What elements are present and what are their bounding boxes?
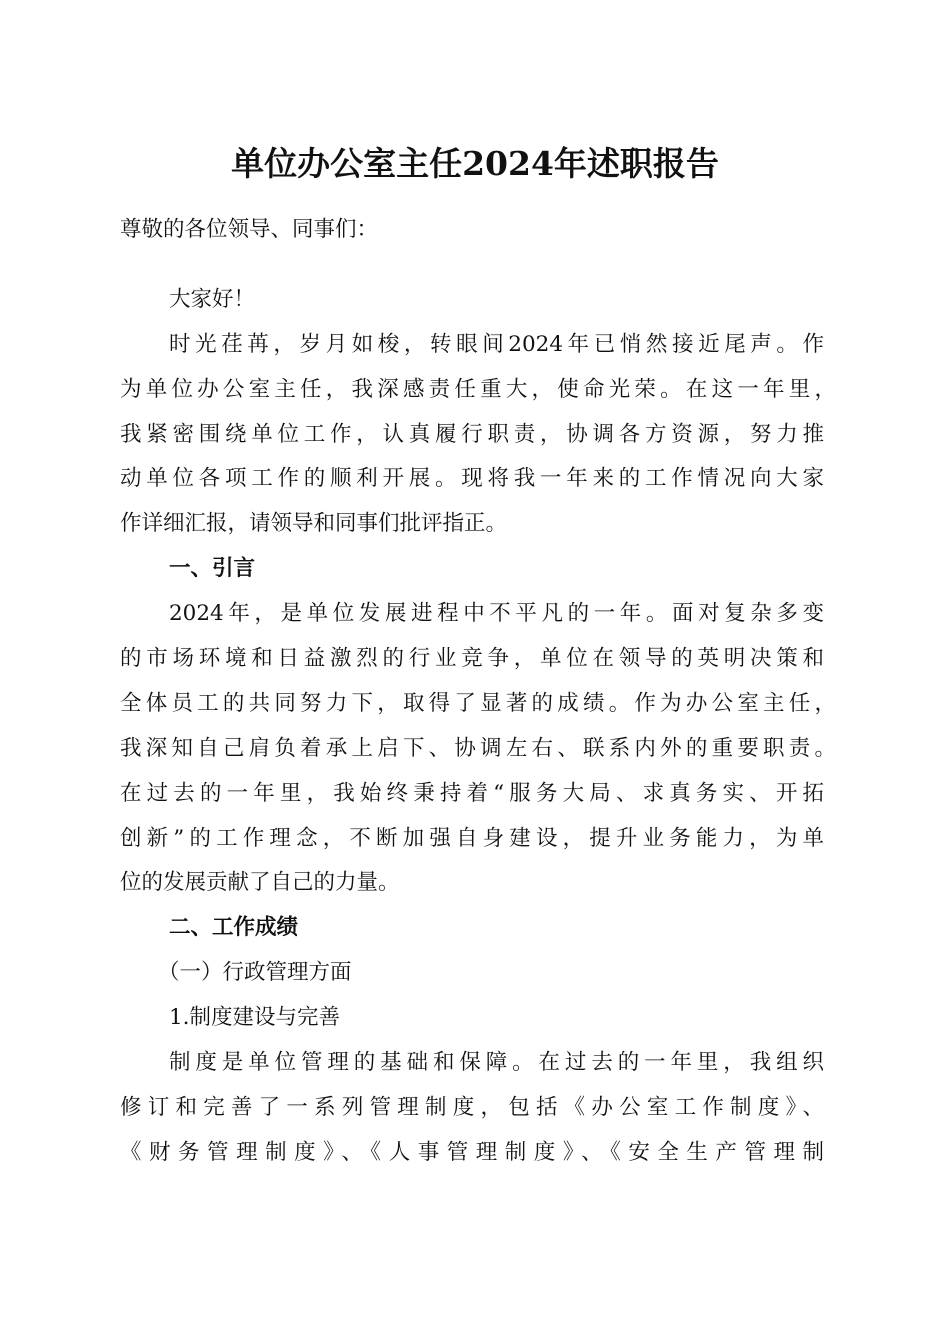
paragraph-line: 时光荏苒，岁月如梭，转眼间2024年已悄然接近尾声。作 <box>169 331 824 357</box>
paragraph-line: 修订和完善了一系列管理制度，包括《办公室工作制度》、 <box>120 1094 824 1120</box>
greeting: 大家好！ <box>169 286 256 312</box>
paragraph-line: 《财务管理制度》、《人事管理制度》、《安全生产管理制 <box>120 1139 824 1165</box>
paragraph-line: 制度是单位管理的基础和保障。在过去的一年里，我组织 <box>169 1050 824 1076</box>
item-heading: 1.制度建设与完善 <box>169 1005 341 1031</box>
paragraph-line: 创新”的工作理念，不断加强自身建设，提升业务能力，为单 <box>120 825 824 851</box>
paragraph-line: 全体员工的共同努力下，取得了显著的成绩。作为办公室主任， <box>120 690 836 716</box>
paragraph-line: 动单位各项工作的顺利开展。现将我一年来的工作情况向大家 <box>120 466 824 492</box>
paragraph-line: 为单位办公室主任，我深感责任重大，使命光荣。在这一年里， <box>120 376 836 402</box>
section-heading: 二、工作成绩 <box>169 915 299 941</box>
document-title: 单位办公室主任2024年述职报告 <box>231 144 719 183</box>
paragraph-line: 2024年，是单位发展进程中不平凡的一年。面对复杂多变 <box>169 601 824 627</box>
paragraph-line: 作详细汇报，请领导和同事们批评指正。 <box>120 511 508 537</box>
document-body <box>120 208 836 1176</box>
paragraph-line: 的市场环境和日益激烈的行业竞争，单位在领导的英明决策和 <box>120 646 824 672</box>
paragraph-line: 位的发展贡献了自己的力量。 <box>120 870 400 896</box>
paragraph-line: 我紧密围绕单位工作，认真履行职责，协调各方资源，努力推 <box>120 421 824 447</box>
subsection-heading: （一）行政管理方面 <box>158 960 352 986</box>
paragraph-line: 我深知自己肩负着承上启下、协调左右、联系内外的重要职责。 <box>120 735 836 761</box>
salutation: 尊敬的各位领导、同事们： <box>120 217 379 242</box>
paragraph-line: 在过去的一年里，我始终秉持着“服务大局、求真务实、开拓 <box>120 780 824 806</box>
section-heading: 一、引言 <box>169 556 256 582</box>
